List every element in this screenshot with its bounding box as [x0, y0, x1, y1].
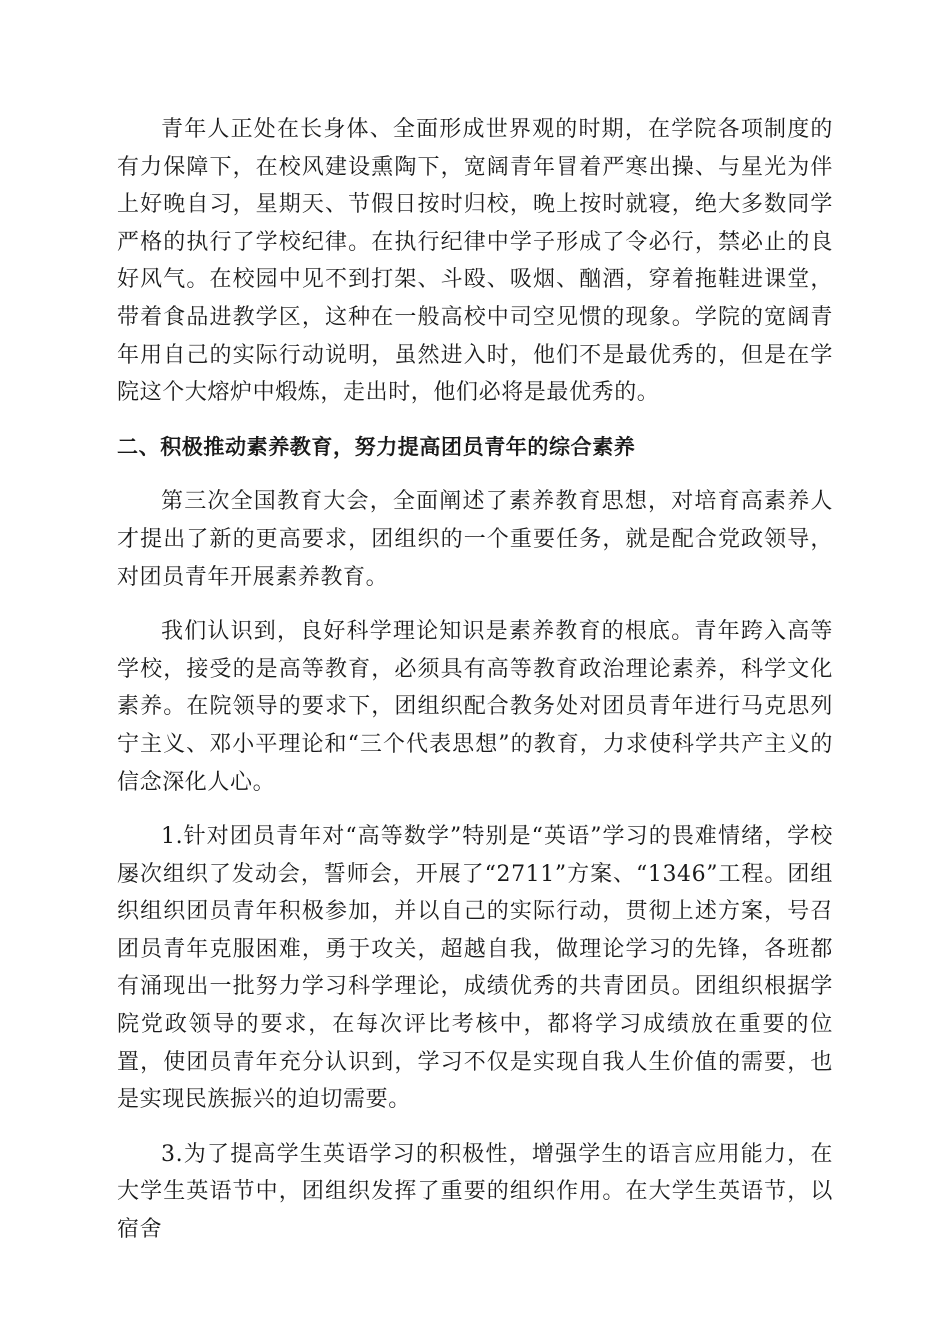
- paragraph-theory-foundation: 我们认识到，良好科学理论知识是素养教育的根底。青年跨入高等学校，接受的是高等教育，必须具有高等教育政治理论素养，科学文化素养。在院领导的要求下，团组织配合教务处对团员青年进行马克思列宁主义、邓小平理论和“三个代表思想”的教育，力求使科学共产主义的信念深化人心。: [117, 619, 833, 795]
- document-page: [117, 111, 833, 1249]
- paragraph-item-1: 1.针对团员青年对“高等数学”特别是“英语”学习的畏难情绪，学校屡次组织了发动会，誓师会，开展了“2711”方案、“1346”工程。团组织组织团员青年积极参加，并以自己的实际行动，贯彻上述方案，号召团员青年克服困难，勇于攻关，超越自我，做理论学习的先锋，各班都有涌现出一批努力学习科学理论，成绩优秀的共青团员。团组织根据学院党政领导的要求，在每次评比考核中，都将学习成绩放在重要的位置，使团员青年充分认识到，学习不仅是实现自我人生价值的需要，也是实现民族振兴的迫切需要。: [117, 824, 833, 1113]
- paragraph-item-3: 3.为了提高学生英语学习的积极性，增强学生的语言应用能力，在大学生英语节中，团组织发挥了重要的组织作用。在大学生英语节，以宿舍: [117, 1141, 833, 1243]
- paragraph-national-conference: 第三次全国教育大会，全面阐述了素养教育思想，对培育高素养人才提出了新的更高要求，团组织的一个重要任务，就是配合党政领导，对团员青年开展素养教育。: [117, 489, 833, 590]
- section-heading-2: 二、积极推动素养教育，努力提高团员青年的综合素养: [117, 434, 636, 459]
- paragraph-discipline: 青年人正处在长身体、全面形成世界观的时期，在学院各项制度的有力保障下，在校风建设熏陶下，宽阔青年冒着严寒出操、与星光为伴上好晚自习，星期天、节假日按时归校，晚上按时就寝，绝大多数同学严格的执行了学校纪律。在执行纪律中学子形成了令必行，禁必止的良好风气。在校园中见不到打架、斗殴、吸烟、酗酒，穿着拖鞋进课堂，带着食品进教学区，这种在一般高校中司空见惯的现象。学院的宽阔青年用自己的实际行动说明，虽然进入时，他们不是最优秀的，但是在学院这个大熔炉中煅炼，走出时，他们必将是最优秀的。: [117, 117, 833, 406]
